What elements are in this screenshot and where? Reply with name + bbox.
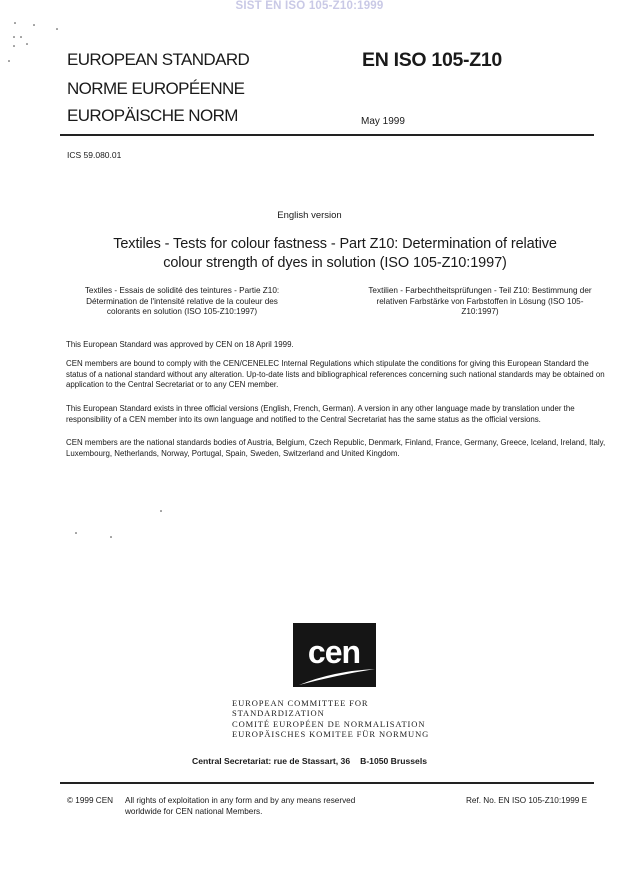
copyright: © 1999 CEN <box>67 796 114 805</box>
reference-number: Ref. No. EN ISO 105-Z10:1999 E <box>466 796 588 805</box>
subtitle-german: Textilien - Farbechtheitsprüfungen - Teil Z10: Bestimmung der relativen Farbstärke von Farbstoffen in Lösung (ISO 105-Z10:1997) <box>368 286 592 316</box>
approval-paragraph: This European Standard was approved by CEN on 18 April 1999. <box>66 340 294 349</box>
document-date: May 1999 <box>361 116 405 127</box>
document-title: Textiles - Tests for colour fastness - Part Z10: Determination of relative colour strength of dyes in solution (ISO 105-Z10:1997) <box>113 236 557 271</box>
standard-name-de: EUROPÄISCHE NORM <box>67 106 238 125</box>
versions-paragraph: This European Standard exists in three official versions (English, French, German). A version in any other language made by translation under the responsibility of a CEN member into its own language and notified to the Central Secretariat has the same status as the official versions. <box>66 404 575 424</box>
standard-name-en: EUROPEAN STANDARD <box>67 50 250 69</box>
org-name-fr: COMITÉ EUROPÉEN DE NORMALISATION <box>232 718 426 729</box>
watermark: SIST EN ISO 105-Z10:1999 <box>235 0 384 12</box>
standard-name-fr: NORME EUROPÉENNE <box>67 79 245 98</box>
document-id: EN ISO 105-Z10 <box>362 49 502 71</box>
regulations-paragraph: CEN members are bound to comply with the CEN/CENELEC Internal Regulations which stipulate the conditions for giving this European Standard the status of a national standard without any alteration. Up-to-date lists and bibliographical references concerning such national standards may be obtained on application to the Central Secretariat or to any CEN member. <box>66 359 605 389</box>
members-paragraph: CEN members are the national standards bodies of Austria, Belgium, Czech Republic, Denmark, Finland, France, Germany, Greece, Iceland, Ireland, Italy, Luxembourg, Netherlands, Norway, Portugal, Spain, Sweden, Switzerland and United Kingdom. <box>66 438 606 458</box>
org-name-en: EUROPEAN COMMITTEE FOR STANDARDIZATION <box>232 698 369 719</box>
cen-logo <box>293 623 376 687</box>
org-name-de: EUROPÄISCHES KOMITEE FÜR NORMUNG <box>232 728 430 739</box>
cen-logo-icon <box>293 623 376 687</box>
address-street: Central Secretariat: rue de Stassart, 36 <box>192 756 351 766</box>
rights-notice: All rights of exploitation in any form and by any means reserved worldwide for CEN national Members. <box>125 796 356 816</box>
address-city: B-1050 Brussels <box>360 756 427 766</box>
bottom-divider <box>60 782 594 784</box>
svg-text:cen: cen <box>307 634 361 670</box>
organization-names <box>232 698 432 739</box>
version-label: English version <box>277 210 342 221</box>
subtitle-french: Textiles - Essais de solidité des teintures - Partie Z10: Détermination de l'intensité relative de la couleur des colorants en solution (ISO 105-Z10:1997) <box>84 286 280 316</box>
top-divider <box>60 134 594 136</box>
ics-code: ICS 59.080.01 <box>67 150 122 160</box>
address <box>0 756 619 766</box>
